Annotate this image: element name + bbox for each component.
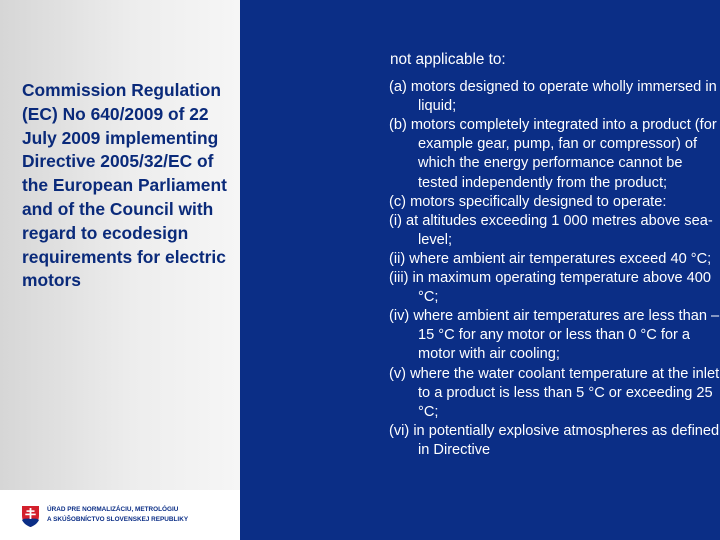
coat-of-arms-icon bbox=[21, 505, 40, 528]
list-item: (vi) in potentially explosive atmospheres as defined in Directive bbox=[389, 422, 720, 458]
list-item: (iii) in maximum operating temperature above 400 °C; bbox=[389, 270, 712, 306]
agency-line-2: A SKÚŠOBNÍCTVO SLOVENSKEJ REPUBLIKY bbox=[47, 515, 189, 523]
slide-title: Commission Regulation (EC) No 640/2009 of 22 July 2009 implementing Directive 2005/32/EC of the European Parliament and of the Council with regard to ecodesign requirements for electric motors bbox=[22, 80, 227, 291]
agency-line-1: ÚRAD PRE NORMALIZÁCIU, METROLÓGIU bbox=[47, 506, 179, 513]
exemption-list bbox=[389, 78, 720, 460]
list-item: (v) where the water coolant temperature at the inlet to a product is less than 5 °C or exceeding 25 °C; bbox=[389, 365, 720, 420]
list-item: (i) at altitudes exceeding 1 000 metres above sea-level; bbox=[389, 212, 713, 248]
content-block bbox=[389, 50, 720, 460]
list-item: (c) motors specifically designed to operate: bbox=[389, 193, 667, 210]
list-item: (a) motors designed to operate wholly immersed in liquid; bbox=[389, 79, 717, 115]
intro-text: not applicable to: bbox=[390, 51, 506, 68]
agency-name bbox=[47, 505, 237, 524]
list-item: (iv) where ambient air temperatures are less than – 15 °C for any motor or less than 0 °C for a motor with air cooling; bbox=[389, 308, 720, 363]
list-item: (ii) where ambient air temperatures exceed 40 °C; bbox=[389, 250, 712, 267]
list-item: (b) motors completely integrated into a product (for example gear, pump, fan or compressor) of which the energy performance cannot be tested independently from the product; bbox=[389, 117, 717, 191]
